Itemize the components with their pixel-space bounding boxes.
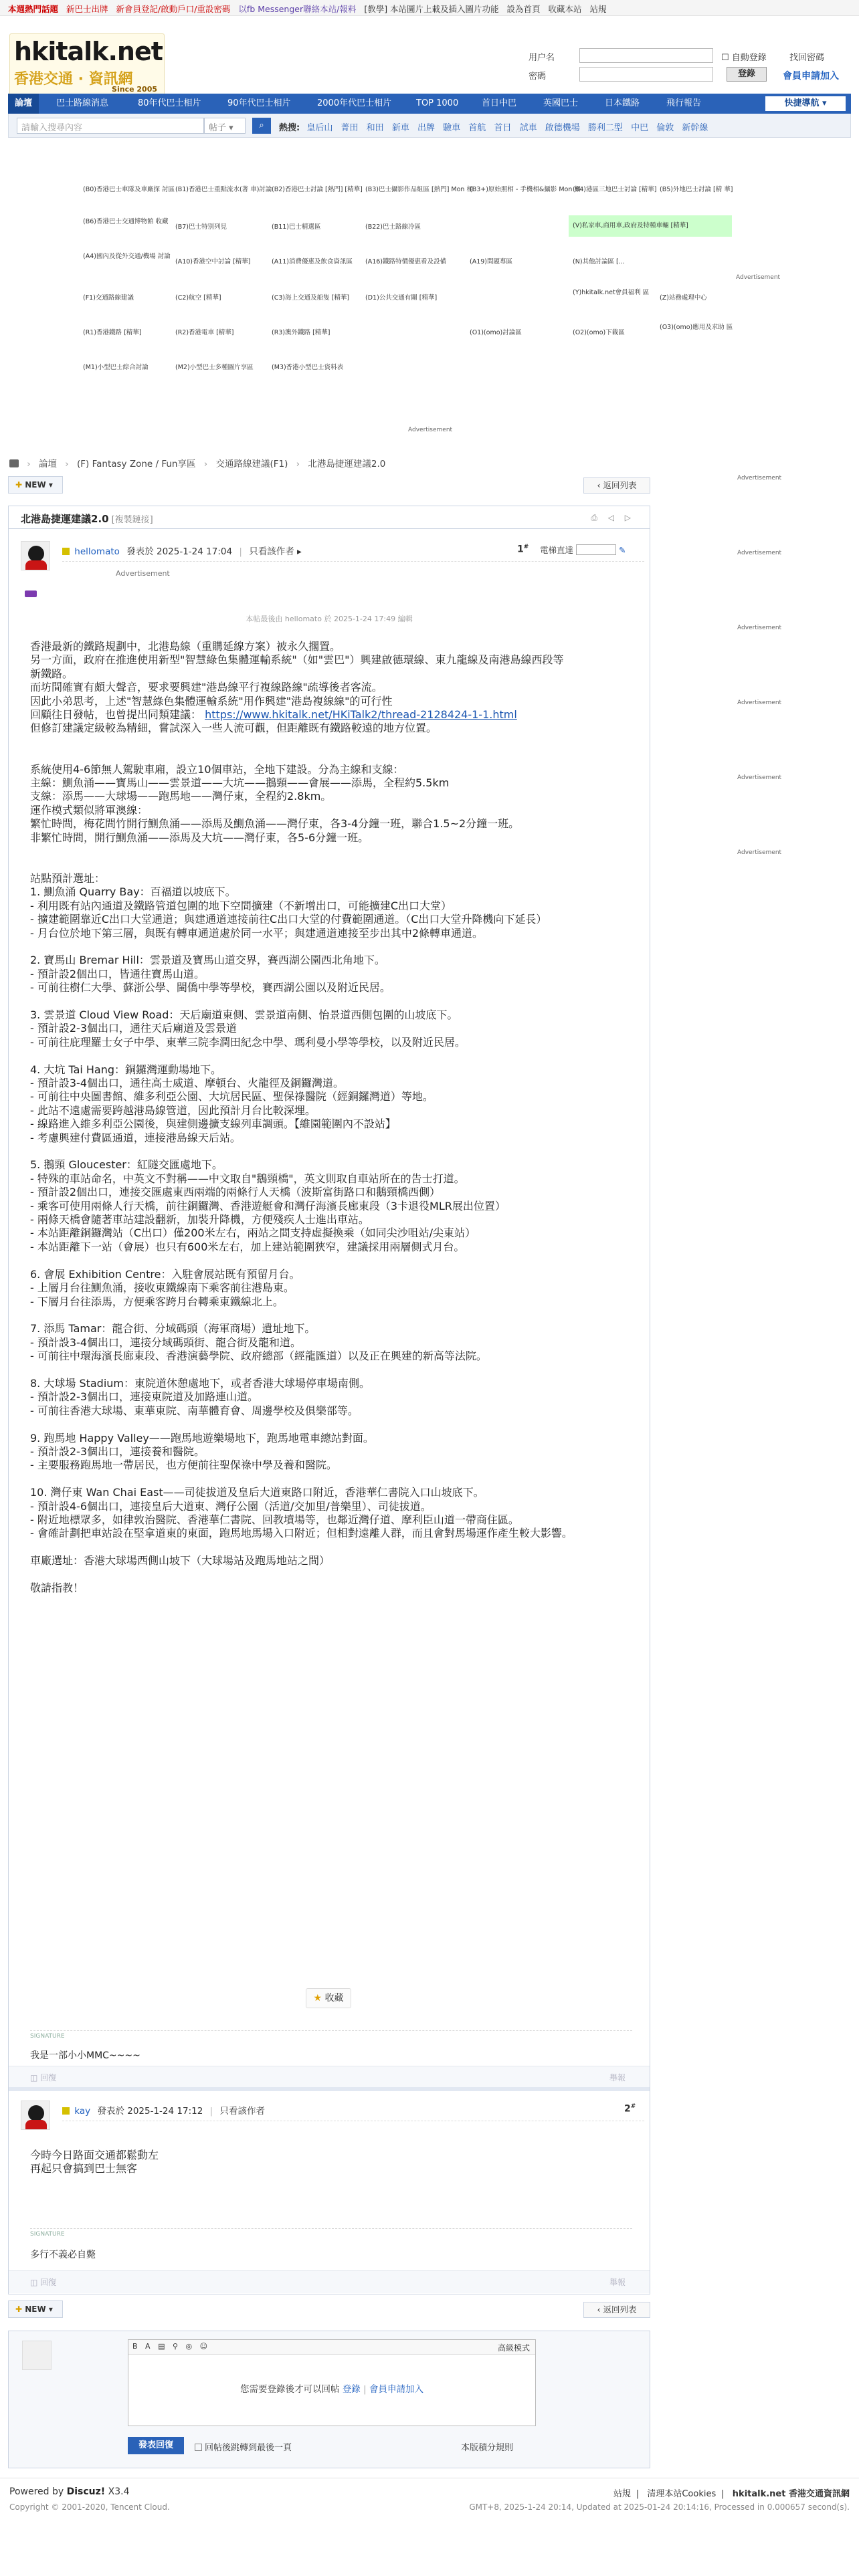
post-line: 而坊間確實有頗大聲音，要求要興建"港島線平行複線路線"疏導後者客流。: [30, 681, 383, 694]
post-line: [30, 736, 573, 749]
signature-divider: [30, 2228, 632, 2229]
ad-label: Advertisement: [737, 849, 782, 856]
top-link-hot[interactable]: 本週熱門話題: [8, 4, 59, 14]
thread-header: [9, 506, 650, 529]
post-content: [30, 640, 573, 1595]
thread-container: [8, 506, 650, 2294]
nav-item-90s[interactable]: 90年代巴士相片: [227, 98, 291, 108]
top-link-register[interactable]: 新會員登記/啟動戶口/重設密碼: [116, 4, 231, 14]
nav-item-2000s[interactable]: 2000年代巴士相片: [317, 98, 392, 108]
jump-to-floor: 電梯直達 ✎: [540, 545, 626, 555]
reply-button[interactable]: ◫ 回復: [30, 2278, 57, 2287]
reply-editor[interactable]: [128, 2339, 536, 2426]
thread-title: 北港島捷運建議2.0 [複製鏈接]: [21, 513, 153, 525]
post-1: [9, 529, 650, 2087]
header: [0, 16, 859, 94]
hot-keyword[interactable]: 試車: [519, 123, 537, 133]
post-line: [30, 940, 573, 954]
post-line: [30, 1309, 573, 1322]
forum-link[interactable]: (D1)公共交通有關 [精華]: [365, 294, 438, 302]
post-line: 系統使用4-6節無人駕駛車廂，設立10個車站，全地下建設。分為主線和支線：: [30, 762, 404, 776]
top-links: [8, 3, 612, 15]
search-icon: ⌕: [259, 120, 264, 130]
hot-keyword[interactable]: 中巴: [631, 123, 649, 133]
forum-link[interactable]: (B5)外地巴士討論 [精 華]: [660, 186, 733, 193]
only-author-link[interactable]: 只看該作者: [249, 546, 294, 557]
hot-keyword[interactable]: 驗車: [443, 123, 461, 133]
new-thread-button[interactable]: ✚ NEW ▾: [8, 476, 63, 494]
post-line: 9. 跑馬地 Happy Valley——跑馬地遊樂場地下，跑馬地電車總站對面。: [30, 1431, 374, 1444]
post-line: 2. 寶馬山 Bremar Hill：雲景道及寶馬山道交界，賽西湖公園西北角地下。: [30, 954, 385, 967]
post-line: 6. 會展 Exhibition Centre：入駐會展站既有預留月台。: [30, 1267, 300, 1281]
post-line: 繁忙時間，梅花間竹開行鰂魚涌——添馬及鰂魚涌——灣仔東，各3-4分鐘一班，聯合1.5~2分鐘一班。: [30, 817, 520, 831]
post-line: 站點預計選址：: [30, 871, 106, 885]
chevron-down-icon: ▾: [822, 98, 827, 108]
post-line: - 可前往中央圖書館、維多利亞公園、大坑居民區、聖保祿醫院（經銅鑼灣道）等地。: [30, 1090, 434, 1103]
footer-link-rules[interactable]: 站規: [613, 2489, 631, 2499]
post-date: 發表於 2025-1-24 17:12: [97, 2106, 203, 2117]
ad-label: Advertisement: [736, 274, 781, 281]
nav-item-flight[interactable]: 飛行報告: [666, 98, 702, 108]
nav-item-first-day[interactable]: 首日中巴: [482, 98, 517, 108]
ad-label: Advertisement: [737, 475, 782, 481]
ad-label: Advertisement: [116, 569, 170, 578]
post-line: [30, 845, 573, 858]
post-line: 10. 灣仔東 Wan Chai East——司徒拔道及皇后大道東路口附近，香港華仁書院入口山坡底下。: [30, 1486, 484, 1499]
post-line: 7. 添馬 Tamar：龍合街、分域碼頭（海軍商場）遺址地下。: [30, 1322, 316, 1335]
ad-label: Advertisement: [408, 427, 453, 433]
post-line: - 可前往樹仁大學、蘇浙公學、閩僑中學等學校，賽西湖公園以及附近民居。: [30, 981, 391, 994]
avatar[interactable]: [21, 541, 50, 570]
logo-subtitle: 香港交通 · 資訊網: [14, 71, 133, 88]
hot-keyword[interactable]: 新幹線: [682, 123, 708, 133]
post-line: - 此站不遠處需要跨越港島線管道，因此預計月台比較深埋。: [30, 1103, 316, 1117]
floor-number: 1#: [517, 544, 529, 555]
login-link[interactable]: 登錄: [342, 2384, 361, 2395]
reply-button[interactable]: ◫ 回復: [30, 2073, 57, 2082]
forum-link[interactable]: (B6)香港巴士交通博物館 收藏: [83, 218, 169, 225]
login-row-pass: [529, 67, 856, 82]
forum-link[interactable]: (O3)(omo)應用及求助 區: [660, 324, 733, 331]
submit-reply-button[interactable]: 發表回復: [128, 2437, 184, 2454]
login-row-user: [529, 48, 856, 63]
post-line: - 利用既有站內通道及鐵路管道包圍的地下空間擴建（不新增出口，可能擴建C出口大堂）: [30, 899, 452, 912]
forum-link[interactable]: (R2)香港電車 [精華]: [175, 329, 234, 336]
plus-icon: ✚: [15, 2304, 23, 2314]
register-link[interactable]: 會員申請加入: [783, 71, 839, 82]
forum-link[interactable]: (A16)鐵路特價優惠看及設備: [365, 258, 447, 265]
breadcrumb-forum[interactable]: 論壇: [39, 459, 57, 469]
post-line: 4. 大坑 Tai Hang：銅鑼灣運動場地下。: [30, 1063, 222, 1076]
top-link-homepage[interactable]: 設為首頁: [506, 4, 541, 14]
post-line: [30, 1418, 573, 1431]
post-line: 再起只會搞到巴士無客: [30, 2162, 138, 2175]
avatar[interactable]: [21, 2101, 50, 2130]
post-info: kay 發表於 2025-1-24 17:12 | 只看該作者: [62, 2103, 265, 2117]
top-link-tutorial[interactable]: [教學] 本站圖片上載及插入圖片功能: [364, 4, 499, 14]
post-line: - 可前往香港大球場、東華東院、南華體育會、周邊學校及俱樂部等。: [30, 1404, 359, 1417]
editor-toolbar: [128, 2340, 535, 2355]
post-line: [30, 1254, 573, 1267]
post-line: 回顧往日發帖，也曾提出同類建議： https://www.hkitalk.net/HKiTalk2/thread-2128424-1-1.html: [30, 708, 517, 722]
post-line: 另一方面，政府在推進使用新型"智慧綠色集體運輸系統"（如"雲巴"）興建啟德環線、東九龍線及南港島線西段等: [30, 653, 564, 667]
author-link[interactable]: hellomato: [74, 546, 120, 557]
post-line: - 月台位於地下第三層，與既有轉車通道處於同一水平；與建通道連接至步出其中2條轉車通道。: [30, 926, 484, 940]
ad-badge-icon: [25, 591, 37, 597]
hot-keyword[interactable]: 新車: [391, 123, 409, 133]
chevron-right-icon: ▸: [297, 546, 302, 557]
breadcrumb: › 論壇 › (F) Fantasy Zone / Fun享區 › 交通路線建議(F1) › 北港島捷運建議2.0: [9, 456, 391, 469]
edit-notice: 本帖最後由 hellomato 於 2025-1-24 17:49 編輯: [246, 615, 413, 623]
forum-link[interactable]: (A10)香港空中討論 [精華]: [175, 258, 251, 265]
hot-keyword[interactable]: 皇后山: [306, 123, 333, 133]
print-icon[interactable]: ⎙ ◁ ▷: [591, 513, 635, 522]
post-line: 5. 鵝頸 Gloucester：紅隧交匯處地下。: [30, 1158, 223, 1172]
post-line: [30, 1568, 573, 1582]
logo-title: hkitalk.net: [14, 37, 163, 66]
logo-since: Since 2005: [112, 85, 157, 94]
signature-label: SIGNATURE: [30, 2033, 65, 2040]
post-line: - 附近地標眾多，如律敦治醫院、香港華仁書院、回教墳場等，也鄰近灣仔道、摩利臣山道一帶商住區。: [30, 1513, 519, 1526]
post-line: - 可前往庇理羅士女子中學、東華三院李潤田紀念中學、瑪利曼小學等學校，以及附近民居。: [30, 1035, 466, 1049]
jump-floor-input[interactable]: [576, 544, 616, 555]
post-date: 發表於 2025-1-24 17:04: [126, 546, 233, 557]
forum-link[interactable]: (B7)巴士特別列見: [175, 223, 227, 231]
ad-label: Advertisement: [737, 774, 782, 781]
chevron-down-icon: ▾: [48, 480, 53, 490]
forum-link[interactable]: (B11)巴士精選區: [272, 223, 321, 231]
hot-keyword[interactable]: 首航: [468, 123, 486, 133]
login-button[interactable]: 登錄: [727, 67, 767, 82]
post-line: - 預計設4-6個出口，連接皇后大道東、灣仔公園（活道/交加里/普樂里）、司徒拔道。: [30, 1499, 432, 1513]
post-content: [30, 2149, 159, 2176]
forgot-password-link[interactable]: 找回密碼: [789, 53, 825, 63]
post-line: - 本站距離銅鑼灣站（C出口）僅200米左右，兩站之間支持虛擬換乘（如同尖沙咀站/尖東站）: [30, 1226, 476, 1240]
post-line: - 特殊的車站命名，中英文不對稱——中文取自"鵝頸橋"，英文則取自車站所在的告士打道。: [30, 1172, 465, 1185]
forum-link-highlighted[interactable]: (V)私家車,商用車,政府及特種車輛 [精華]: [569, 215, 732, 237]
footer-links: 站規 | 清理本站Cookies | hkitalk.net 香港交通資訊網: [613, 2489, 850, 2499]
post-line: - 上層月台往鰂魚涌，接收東鐵線南下乘客前往港島東。: [30, 1281, 294, 1295]
editor-format-icons[interactable]: B A ▤ ⚲ ◎ ☺: [132, 2342, 211, 2351]
search-input[interactable]: 請輸入搜尋內容: [17, 118, 204, 134]
username-input[interactable]: [579, 48, 713, 63]
top-link-rules[interactable]: 站規: [589, 4, 607, 14]
ad-label: Advertisement: [737, 550, 782, 556]
post-line: [30, 1364, 573, 1377]
hot-search-label: 熱搜:: [279, 123, 300, 133]
post-line: - 預計設3-4個出口，連接分域碼頭街、龍合街及龍和道。: [30, 1335, 301, 1349]
footer-link-cookies[interactable]: 清理本站Cookies: [647, 2489, 717, 2499]
nav-item-top1000[interactable]: TOP 1000: [416, 98, 459, 108]
breadcrumb-fantasy[interactable]: (F) Fantasy Zone / Fun享區: [77, 459, 196, 469]
post-line: 今時今日路面交通都鬆動左: [30, 2149, 159, 2161]
post-line: - 會確計劃把車站設在堅拿道東的東面，跑馬地馬場入口附近；但相對遠離人群，而且會對馬場運作產生較大影響。: [30, 1527, 573, 1540]
post-line: - 乘客可使用兩條人行天橋，前往銅鑼灣、香港遊艇會和灣仔海濱長廊東段（3卡退役MLR展出位置）: [30, 1199, 506, 1212]
post-line: - 可前往中環海濱長廊東段、香港演藝學院、政府總部（經龍匯道）以及正在興建的新高等法院。: [30, 1350, 487, 1363]
forum-link[interactable]: (M3)香港小型巴士資料表: [272, 364, 344, 371]
post-line: - 預計設2個出口，皆通往寶馬山道。: [30, 967, 205, 980]
hot-keyword[interactable]: 啟德機場: [545, 123, 580, 133]
post-line: 車廠選址：香港大球場西側山坡下（大球場站及跑馬地站之間）: [30, 1554, 330, 1568]
hot-keyword[interactable]: 首日: [494, 123, 512, 133]
post-line: - 擴建範圍靠近C出口大堂通道；與建通道連接前往C出口大堂的付費範圍通道。（C出口大堂升降機向下延長）: [30, 913, 547, 926]
post-footer: [9, 2066, 650, 2087]
signature-text: 多行不義必自斃: [30, 2250, 96, 2260]
thread-link[interactable]: https://www.hkitalk.net/HKiTalk2/thread-2128424-1-1.html: [205, 708, 517, 722]
password-label: 密碼: [529, 72, 547, 82]
floor-number: 2#: [624, 2103, 636, 2115]
post-line: - 預計設2-3個出口，連接養和醫院。: [30, 1444, 205, 1458]
post-line: 因此小弟思考，上述"智慧綠色集體運輸系統"用作興建"港島複線線"的可行性: [30, 694, 393, 708]
top-link-new-bus[interactable]: 新巴士出牌: [66, 4, 108, 14]
forum-link[interactable]: (B1)香港巴士重點流水(著 車)討論: [175, 186, 272, 193]
post-line: - 預計設2個出口，連接交匯處東西兩端的兩條行人天橋（波斯富街路口和鵝頸橋西側）: [30, 1186, 441, 1199]
forum-link[interactable]: (C3)海上交通及船隻 [精華]: [272, 294, 350, 302]
plus-icon: ✚: [15, 480, 23, 490]
forum-link[interactable]: (F1)交通路線建議: [83, 294, 134, 302]
post-line: [30, 995, 573, 1008]
post-line: [30, 1541, 573, 1554]
post-line: - 下層月台往添馬，方便乘客跨月台轉乘東鐵線北上。: [30, 1295, 284, 1308]
nav-item-forum[interactable]: 論壇: [8, 94, 39, 114]
favorite-button[interactable]: ★ 收藏: [306, 1988, 351, 2008]
forum-link[interactable]: (O2)(omo)下載區: [573, 329, 625, 336]
signature-text: 我是一部小小MMC~~~~: [30, 2050, 140, 2061]
ad-label: Advertisement: [737, 625, 782, 631]
post-line: - 主要服務跑馬地一帶居民，也方便前往聖保祿中學及養和醫院。: [30, 1459, 337, 1472]
new-thread-button[interactable]: ✚ NEW ▾: [8, 2300, 63, 2318]
forum-link[interactable]: (M2)小型巴士多種圖片享區: [175, 364, 254, 371]
search-scope-select[interactable]: 帖子 ▾: [204, 118, 246, 134]
forum-link[interactable]: (O1)(omo)討論區: [470, 329, 522, 336]
forum-link[interactable]: (B0)香港巴士車隊及車廠探 討區: [83, 186, 175, 193]
forum-link[interactable]: (C2)航空 [精華]: [175, 294, 221, 302]
post-line: [30, 1145, 573, 1158]
pencil-icon[interactable]: ✎: [619, 545, 626, 555]
back-to-list-button[interactable]: ‹ 返回列表: [583, 477, 650, 494]
post-line: [30, 1049, 573, 1063]
main-nav: [8, 94, 851, 114]
powered-by: Powered by Discuz! X3.4: [9, 2486, 130, 2497]
post-footer: [9, 2270, 650, 2293]
forum-link[interactable]: (Z)站務處理中心: [660, 294, 707, 302]
search-button[interactable]: [252, 118, 271, 134]
forum-link[interactable]: (R1)香港鐵路 [精華]: [83, 329, 142, 336]
post-line: [30, 749, 573, 762]
forum-link[interactable]: (B22)巴士路線冷區: [365, 223, 421, 231]
back-to-list-button[interactable]: ‹ 返回列表: [583, 2302, 650, 2318]
copyright: Copyright © 2001-2020, Tencent Cloud.: [9, 2502, 170, 2512]
forum-link[interactable]: (M1)小型巴士綜合討論: [83, 364, 149, 371]
chevron-left-icon: ‹: [597, 480, 601, 490]
post-line: 支線：添馬——大球場——跑馬地——灣仔東，全程約2.8km。: [30, 790, 332, 803]
forum-link[interactable]: (Y)hkitalk.net會員福利 區: [573, 289, 650, 296]
footer-link-site[interactable]: hkitalk.net 香港交通資訊網: [732, 2489, 850, 2499]
forum-link[interactable]: (N)其他討論區 [...: [573, 258, 625, 265]
top-link-bookmark[interactable]: 收藏本站: [548, 4, 582, 14]
auto-login-checkbox[interactable]: ☐ 自動登錄: [721, 53, 767, 63]
user-badge-icon: [62, 548, 70, 555]
hot-keyword[interactable]: 勝利二型: [587, 123, 623, 133]
post-line: [30, 1473, 573, 1486]
chevron-down-icon: ▾: [48, 2304, 53, 2314]
report-button[interactable]: 舉報: [609, 2073, 626, 2082]
post-line: 3. 雲景道 Cloud View Road：天后廟道東側、雲景道南側、怡景道西側包圍的山坡底下。: [30, 1008, 458, 1021]
chevron-left-icon: ‹: [597, 2304, 601, 2315]
ad-label: Advertisement: [737, 700, 782, 706]
nav-item-uk-bus[interactable]: 英國巴士: [543, 98, 579, 108]
home-icon[interactable]: [9, 459, 19, 467]
author-link[interactable]: kay: [74, 2106, 91, 2117]
reply-box: [8, 2331, 650, 2468]
password-input[interactable]: [579, 67, 713, 82]
post-line: 運作模式類似將軍澳線：: [30, 803, 149, 817]
copy-link-button[interactable]: [複製鏈接]: [111, 515, 153, 525]
post-line: 非繁忙時間，開行鰂魚涌——添馬及大坑——灣仔東，各5-6分鐘一班。: [30, 831, 369, 844]
post-line: 敬請指教！: [30, 1582, 84, 1595]
forum-link[interactable]: (B3)巴士攝影作品組區 [熱門] Mon 相: [365, 186, 473, 193]
discuz-link[interactable]: Discuz!: [66, 2486, 106, 2497]
advanced-mode-link[interactable]: 高級模式: [497, 2343, 530, 2353]
hot-keyword[interactable]: 和田: [366, 123, 384, 133]
post-line: [30, 859, 573, 872]
hot-search: [279, 120, 713, 133]
username-label: 用户名: [529, 53, 555, 63]
post-line: 8. 大球場 Stadium：東院道休憩處地下，或者香港大球場停車場南側。: [30, 1376, 371, 1390]
site-logo[interactable]: [9, 33, 165, 98]
forum-link[interactable]: (B3+)原始照相 - 手機相&攝影 Mon 相: [470, 186, 581, 193]
login-required-message: 您需要登錄後才可以回帖 登錄 | 會員申請加入: [240, 2384, 423, 2395]
user-badge-icon: [62, 2107, 70, 2115]
search-bar: [8, 114, 851, 138]
jump-to-last-checkbox[interactable]: 回帖後跳轉到最後一頁: [195, 2440, 292, 2453]
footer: [0, 2478, 859, 2518]
forum-link[interactable]: (A19)問題專區: [470, 258, 512, 265]
signature-divider: [30, 2030, 632, 2031]
time-info: GMT+8, 2025-1-24 20:14, Updated at 2025-01-24 20:14:16, Processed in 0.000657 second(s).: [469, 2502, 850, 2512]
post-info: hellomato 發表於 2025-1-24 17:04 | 只看該作者 ▸: [62, 544, 302, 557]
hot-keyword[interactable]: 倫敦: [656, 123, 674, 133]
post-line: - 本站距離下一站（會展）也只有600米左右，加上建站範圍狹窄，建議採用兩層側式月台。: [30, 1240, 465, 1253]
post-2: [9, 2091, 650, 2295]
nav-item-routes[interactable]: 巴士路線消息: [56, 98, 109, 108]
top-bar: [0, 0, 859, 16]
post-line: - 預計設2-3個出口，通往天后廟道及雲景道: [30, 1022, 237, 1035]
divider: [62, 561, 644, 562]
post-line: - 兩條天橋會隨著車站建設翻新，加裝升降機，方便殘疾人士進出車站。: [30, 1213, 369, 1226]
report-button[interactable]: 舉報: [609, 2278, 626, 2287]
hot-keyword[interactable]: 出牌: [417, 123, 435, 133]
forum-link[interactable]: (B4)港區三地巴士討論 [精華]: [573, 186, 657, 193]
post-line: 但修訂建議定級較為精細，嘗試深入一些人流可觀，但距離既有鐵路較遠的地方位置。: [30, 722, 438, 735]
post-line: 1. 鰂魚涌 Quarry Bay：百福道以坡底下。: [30, 885, 236, 899]
forum-link[interactable]: (B2)香港巴士討論 [熱門] [精華]: [272, 186, 363, 193]
post-line: - 線路進入維多利亞公園後，與建側邊擴支線列車調頭。【維園範圍內不設站】: [30, 1117, 396, 1131]
post-line: 新鐵路。: [30, 667, 74, 680]
register-link[interactable]: 會員申請加入: [369, 2384, 423, 2395]
avatar-placeholder: [22, 2341, 52, 2370]
post-line: 香港最新的鐵路規劃中，北港島線（重購延線方案）被永久擱置。: [30, 640, 341, 653]
forum-link[interactable]: (A4)國內及從外交通/機場 討論: [83, 253, 171, 260]
credit-rules-link[interactable]: 本版積分規則: [461, 2443, 514, 2453]
only-author-link[interactable]: 只看該作者: [219, 2106, 265, 2117]
forum-link[interactable]: (R3)澳外鐵路 [精華]: [272, 329, 330, 336]
nav-item-japan-rail[interactable]: 日本鐵路: [605, 98, 640, 108]
quick-nav-button[interactable]: 快捷導航 ▾: [765, 96, 846, 111]
nav-item-80s[interactable]: 80年代巴士相片: [138, 98, 201, 108]
hot-keyword[interactable]: 菁田: [341, 123, 359, 133]
breadcrumb-thread[interactable]: 北港島捷運建議2.0: [308, 459, 386, 469]
post-line: - 預計設3-4個出口，通往高士威道、摩頓台、火龍徑及銅鑼灣道。: [30, 1077, 344, 1089]
post-line: - 考慮興建付費區通道，連接港島線天后站。: [30, 1131, 241, 1144]
breadcrumb-subforum[interactable]: 交通路線建議(F1): [215, 459, 288, 469]
forum-link[interactable]: (A11)消費優惠及飲食資訊區: [272, 258, 353, 265]
post-line: - 預計設2-3個出口，連接東院道及加路連山道。: [30, 1390, 258, 1404]
post-line: 主線：鰂魚涌——寶馬山——雲景道——大坑——鵝頸——會展——添馬，全程約5.5km: [30, 776, 450, 790]
star-icon: ★: [313, 1993, 322, 2004]
top-link-messenger[interactable]: 以fb Messenger聯絡本站/報料: [238, 4, 357, 14]
signature-label: SIGNATURE: [30, 2231, 65, 2238]
